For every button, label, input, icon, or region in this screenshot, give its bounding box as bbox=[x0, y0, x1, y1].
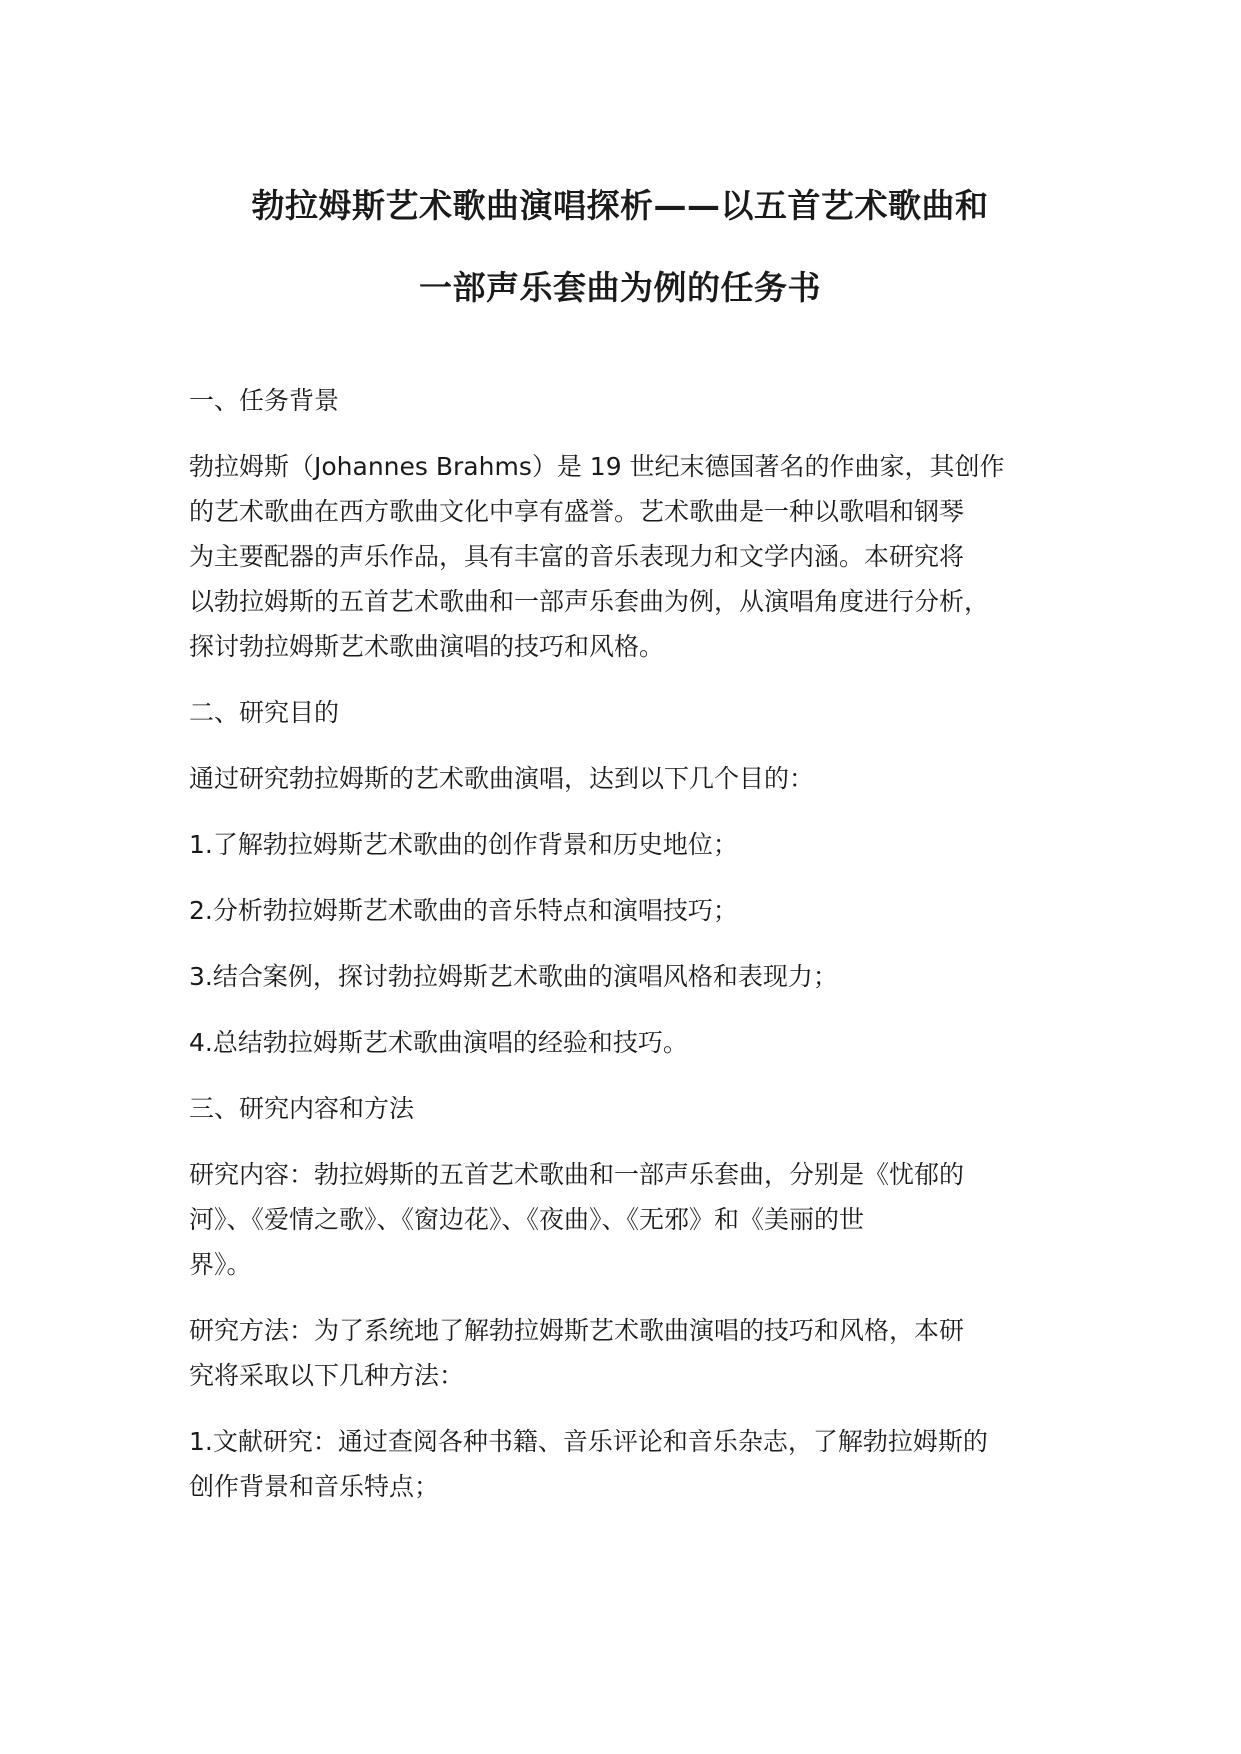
research-content-paragraph bbox=[189, 1152, 1089, 1287]
purpose-item-4: 4.总结勃拉姆斯艺术歌曲演唱的经验和技巧。 bbox=[189, 1028, 688, 1057]
paragraph-line: 创作背景和音乐特点； bbox=[189, 1472, 440, 1501]
document-title-line-1: 勃拉姆斯艺术歌曲演唱探析——以五首艺术歌曲和 bbox=[251, 186, 989, 225]
paragraph-line: 以勃拉姆斯的五首艺术歌曲和一部声乐套曲为例，从演唱角度进行分析， bbox=[189, 587, 990, 616]
paragraph-line: 河》、《爱情之歌》、《窗边花》、《夜曲》、《无邪》和《美丽的世 bbox=[189, 1205, 865, 1234]
paragraph-line: 为主要配器的声乐作品，具有丰富的音乐表现力和文学内涵。本研究将 bbox=[189, 542, 965, 571]
research-methods-paragraph bbox=[189, 1308, 1089, 1398]
document-title-line-2: 一部声乐套曲为例的任务书 bbox=[419, 268, 821, 307]
paragraph-line: 究将采取以下几种方法： bbox=[189, 1361, 465, 1390]
paragraph-line: 研究方法：为了系统地了解勃拉姆斯艺术歌曲演唱的技巧和风格，本研 bbox=[189, 1316, 965, 1345]
paragraph-line: 勃拉姆斯（Johannes Brahms）是 19 世纪末德国著名的作曲家，其创作 bbox=[189, 452, 1005, 481]
document-body bbox=[189, 378, 1089, 1530]
paragraph-line: 界》。 bbox=[189, 1250, 252, 1279]
paragraph-line: 探讨勃拉姆斯艺术歌曲演唱的技巧和风格。 bbox=[189, 632, 665, 661]
method-item-1 bbox=[189, 1419, 1089, 1509]
background-paragraph bbox=[189, 444, 1089, 669]
paragraph-line: 1.文献研究：通过查阅各种书籍、音乐评论和音乐杂志，了解勃拉姆斯的 bbox=[189, 1427, 988, 1456]
purpose-item-1: 1.了解勃拉姆斯艺术歌曲的创作背景和历史地位； bbox=[189, 830, 738, 859]
purpose-item-2: 2.分析勃拉姆斯艺术歌曲的音乐特点和演唱技巧； bbox=[189, 896, 738, 925]
purpose-intro: 通过研究勃拉姆斯的艺术歌曲演唱，达到以下几个目的： bbox=[189, 764, 815, 793]
section-heading-background: 一、任务背景 bbox=[189, 386, 340, 415]
paragraph-line: 研究内容：勃拉姆斯的五首艺术歌曲和一部声乐套曲，分别是《忧郁的 bbox=[189, 1160, 965, 1189]
section-heading-purpose: 二、研究目的 bbox=[189, 698, 340, 727]
section-heading-content-methods: 三、研究内容和方法 bbox=[189, 1094, 415, 1123]
purpose-item-3: 3.结合案例，探讨勃拉姆斯艺术歌曲的演唱风格和表现力； bbox=[189, 962, 838, 991]
paragraph-line: 的艺术歌曲在西方歌曲文化中享有盛誉。艺术歌曲是一种以歌唱和钢琴 bbox=[189, 497, 965, 526]
